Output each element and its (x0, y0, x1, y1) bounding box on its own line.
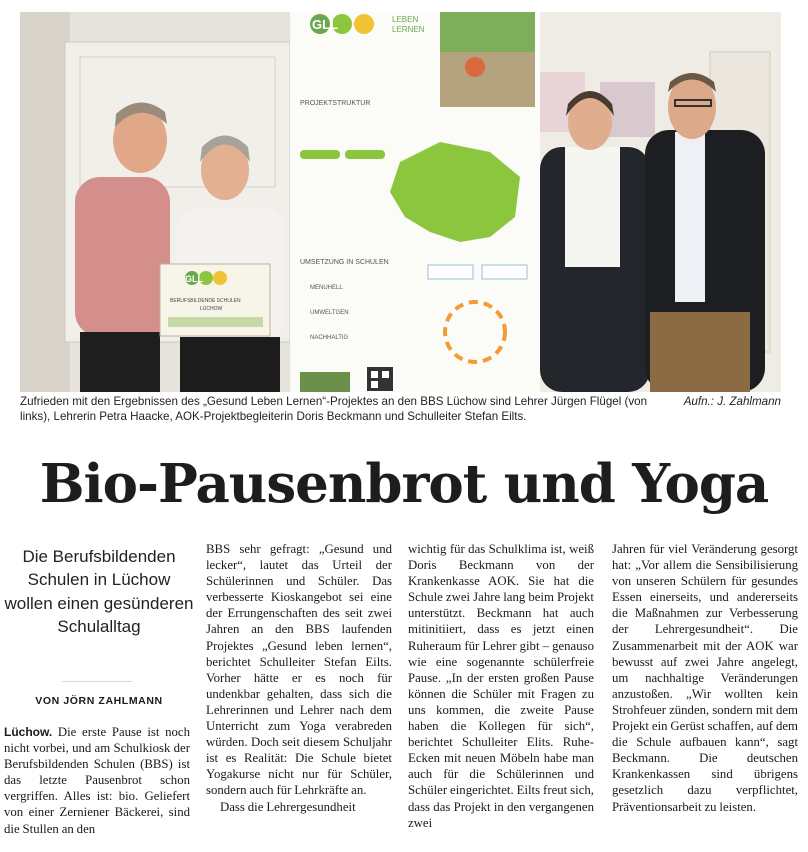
banner-logo: GLL (312, 17, 338, 32)
banner-item-3: NACHHALTIG (310, 335, 349, 341)
column-1-text: Die erste Pause ist noch nicht vorbei, und am Schulkiosk der Berufsbildenden Schulen (BBS) ist das letzte Pausenbrot schon vergriffen. Alles ist: bio. Geliefert von einer Zerniener Bäckerei, sind die Stullen an den (4, 725, 190, 836)
banner-section-schools: UMSETZUNG IN SCHULEN (300, 259, 389, 266)
byline: VON JÖRN ZAHLMANN (35, 695, 163, 707)
article-column-4 (612, 541, 798, 815)
certificate-line1: BERUFSBILDENDE SCHULEN (170, 298, 241, 304)
certificate-line2: LÜCHOW (200, 306, 223, 312)
certificate-logo: GLL (185, 274, 203, 284)
certificate (160, 264, 270, 336)
column-2-text: BBS sehr gefragt: „Gesund und lecker“, lautet das Urteil der Schülerinnen und Schüler. Das verbesserte Kioskangebot sei eine der Errungenschaften des seit zwei Jahren an den BBS laufenden Projektes „Gesund leben lernen“, berichtet Schulleiter Stefan Eilts. Vorher hätte er es noch für undenkbar gehalten, dass sich die Lehrerinnen und Lehrer nach dem Unterricht zum Yoga verabreden würden. Doch seit diesem Schuljahr ist es Realität: Die Schule bietet Yogakurse nicht nur für Schüler, sondern auch für Lehrkräfte an. (206, 542, 392, 798)
subheadline: Die Berufsbildenden Schulen in Lüchow wollen einen gesünderen Schulalltag (4, 547, 194, 637)
banner-logo-line2: LERNEN (392, 25, 425, 34)
banner-item-1: MENUHELL (310, 285, 343, 291)
subhead-divider (62, 681, 132, 682)
photo-credit: Aufn.: J. Zahlmann (683, 395, 781, 408)
article-column-1 (4, 724, 190, 837)
dateline: Lüchow. (4, 725, 53, 739)
article-photo (20, 12, 781, 392)
banner-item-2: UMWELTGEN (310, 310, 349, 316)
group-photo-illustration (20, 12, 781, 392)
article-column-2 (206, 541, 392, 815)
banner-section-structure: PROJEKTSTRUKTUR (300, 100, 371, 107)
column-2-paragraph-2: Dass die Lehrergesundheit (220, 799, 356, 814)
article-column-3 (408, 541, 594, 831)
photo-caption (20, 394, 781, 424)
headline: Bio-Pausenbrot und Yoga (39, 453, 769, 515)
caption-text: Zufrieden mit den Ergebnissen des „Gesund Leben Lernen“-Projektes an den BBS Lüchow sind Lehrer Jürgen Flügel (von links), Lehrerin Petra Haacke, AOK-Projektbegleiterin Doris Beckmann und Schulleiter Stefan Eilts. (20, 395, 648, 423)
banner-logo-line1: LEBEN (392, 15, 419, 24)
column-4-text: Jahren für viel Veränderung gesorgt hat: „Vor allem die Sensibilisierung von unseren Schülern für gesundes Essen einerseits, und andererseits die Maßnahmen zur Verbesserung der Lehrergesundheit“. Die Zusammenarbeit mit der AOK war bewusst auf zwei Jahre angelegt, um nachhaltige Veränderungen anzustoßen. „Wir wollten kein Strohfeuer zünden, sondern mit dem Projekt ein Gerüst schaffen, auf dem die Schule aufbauen kann“, sagt Beckmann. Die deutschen Krankenkassen sind übrigens gesetzlich dazu verpflichtet, Präventionsarbeit zu leisten. (612, 542, 798, 814)
column-3-text: wichtig für das Schulklima ist, weiß Doris Beckmann von der Krankenkasse AOK. Sie hat die Schule zwei Jahre lang beim Projekt unterstützt. Beckmann hat auch mitinitiiert, dass es jetzt einen Ruheraum für Lehrer gibt – genauso wie eine sogenannte schülerfreie Pause. „In der ersten großen Pause können die Schüler mit Fragen zu uns kommen, die zweite Pause haben die Kollegen für sich“, berichtet Schulleiter Elits. Ruhe-Ecken mit neuen Möbeln habe man auch für die Schülerinnen und Schüler eingerichtet. Eilts freut sich, dass das Projekt in den vergangenen zwei (408, 542, 594, 830)
